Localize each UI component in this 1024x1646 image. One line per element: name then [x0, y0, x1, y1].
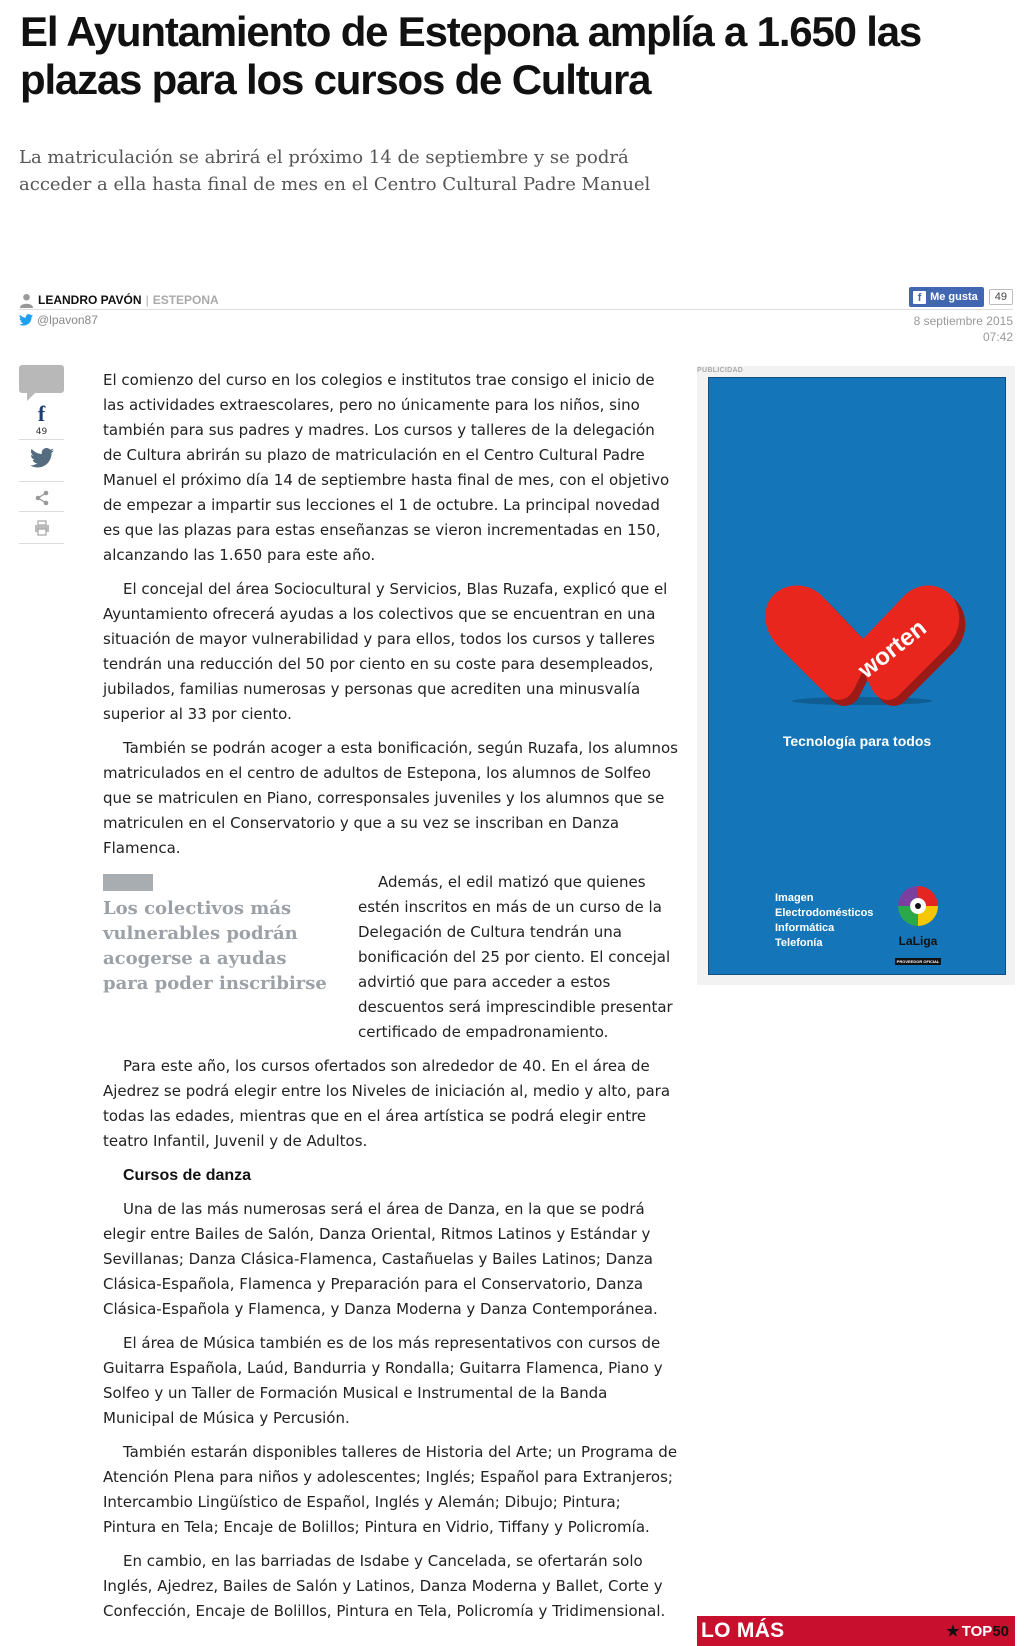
pullquote-text: Los colectivos más vulnerables podrán acogerse a ayudas para poder inscribirse — [103, 898, 327, 994]
lo-mas-title: LO MÁS — [701, 1619, 785, 1642]
laliga-ball-icon — [895, 883, 941, 929]
article-paragraph: El comienzo del curso en los colegios e institutos trae consigo el inicio de las actividades extraescolares, pero no únicamente para los niños, sino también para sus padres y madres. Los cursos y talleres de la delegación de Cultura abrirán su plazo de matriculación en el Centro Cultural Padre Manuel el próximo día 14 de septiembre hasta final de mes, con el objetivo de empezar a impartir sus lecciones el 1 de octubre. La principal novedad es que las plazas para estas enseñanzas se vieron incrementadas en 150, alcanzando las 1.650 para este año. — [103, 371, 670, 564]
ad-tagline: Tecnología para todos — [782, 733, 932, 749]
byline-divider — [19, 309, 1013, 310]
ad-categories — [775, 891, 873, 951]
ad-category: Electrodomésticos — [775, 907, 874, 919]
like-count: 49 — [989, 289, 1013, 305]
share-facebook-button[interactable] — [19, 401, 64, 440]
top-number: 50 — [992, 1622, 1009, 1640]
section-heading: Cursos de danza — [123, 1167, 252, 1184]
laliga-logo — [893, 883, 943, 967]
publish-time: 07:42 — [982, 330, 1013, 344]
article-paragraph-wrapped — [336, 870, 678, 1045]
share-bar — [19, 365, 64, 544]
article-paragraph: También se podrán acoger a esta bonificación, según Ruzafa, los alumnos matriculados en el centro de adultos de Estepona, los alumnos de Solfeo que se matriculen en Piano, corresponsales juveniles y los alumnos que se matriculen en el Conservatorio y que a su vez se inscriban en Danza Flamenca. — [103, 739, 678, 857]
quote-block — [103, 870, 678, 1045]
pullquote-bar — [103, 874, 153, 891]
headline: El Ayuntamiento de Estepona amplía a 1.650 las plazas para los cursos de Cultura — [20, 8, 922, 103]
article-paragraph: Además, el edil matizó que quienes estén inscritos en más de un curso de la Delegación de Cultura tendrán una bonificación del 25 por ciento. El concejal advirtió que para acceder a estos descuentos será imprescindible presentar certificado de empadronamiento. — [358, 873, 673, 1041]
worten-brand-text: worten — [853, 614, 932, 684]
facebook-share-count: 49 — [35, 427, 48, 437]
print-button[interactable] — [19, 512, 64, 544]
twitter-handle-text: @lpavon87 — [37, 313, 98, 327]
twitter-bird-icon — [19, 314, 33, 326]
author-icon — [19, 293, 34, 308]
top50-badge[interactable] — [946, 1622, 1009, 1640]
print-icon — [34, 520, 50, 536]
share-more-button[interactable] — [19, 482, 64, 512]
facebook-like-widget — [909, 287, 1013, 307]
section-name[interactable]: ESTEPONA — [152, 293, 219, 307]
ad-label: PUBLICIDAD — [697, 367, 744, 374]
author-twitter[interactable] — [19, 313, 98, 327]
share-twitter-button[interactable] — [19, 440, 64, 482]
article-body — [103, 368, 678, 1633]
publish-date — [914, 313, 1013, 345]
like-label: Me gusta — [930, 291, 978, 303]
share-icon — [34, 490, 50, 506]
article-paragraph: Para este año, los cursos ofertados son alrededor de 40. En el área de Ajedrez se podrá elegir entre los Niveles de iniciación al, medio y alto, para todas las edades, mientras que en el área artística se podrá elegir entre teatro Infantil, Juvenil y de Adultos. — [103, 1057, 671, 1150]
ad-category: Imagen — [775, 892, 814, 904]
laliga-badge: PROVEEDOR OFICIAL — [896, 959, 940, 964]
publish-day: 8 septiembre 2015 — [913, 314, 1013, 328]
article-paragraph: Una de las más numerosas será el área de Danza, en la que se podrá elegir entre Bailes de Salón, Danza Oriental, Ritmos Latinos y Estándar y Sevillanas; Danza Clásica-Flamenca, Castañuelas y Bailes Latinos; Danza Clásica-Española, Flamenca y Preparación para el Conservatorio, Danza Clásica-Española y Flamenca, y Danza Moderna y Danza Contemporánea. — [103, 1200, 658, 1318]
author-name[interactable]: LEANDRO PAVÓN — [38, 293, 142, 307]
star-icon: ★ — [946, 1623, 960, 1640]
subtitle: La matriculación se abrirá el próximo 14 de septiembre y se podrá acceder a ella hasta final de mes en el Centro Cultural Padre Manuel — [19, 147, 651, 195]
facebook-like-button[interactable] — [909, 287, 984, 307]
laliga-text: LaLiga — [898, 934, 938, 948]
worten-logo — [757, 573, 967, 713]
facebook-icon: f — [37, 401, 46, 426]
lo-mas-top50-bar[interactable] — [697, 1616, 1015, 1646]
twitter-bird-icon — [30, 448, 54, 468]
comment-bubble-icon[interactable] — [19, 365, 64, 393]
byline — [19, 291, 219, 309]
article-paragraph: El área de Música también es de los más representativos con cursos de Guitarra Española, Laúd, Bandurria y Rondalla; Guitarra Flamenca, Piano y Solfeo y un Taller de Formación Musical e Instrumental de la Banda Municipal de Música y Percusión. — [103, 1334, 663, 1427]
ad-category: Telefonía — [775, 937, 823, 949]
article-paragraph: En cambio, en las barriadas de Isdabe y Cancelada, se ofertarán solo Inglés, Ajedrez, Bailes de Salón y Latinos, Danza Moderna y Ballet, Corte y Confección, Encaje de Bolillos, Pintura en Tela, Policromía y Tridimensional. — [103, 1552, 666, 1620]
facebook-icon: f — [913, 291, 926, 304]
ad-category: Informática — [775, 922, 835, 934]
article-paragraph: El concejal del área Sociocultural y Servicios, Blas Ruzafa, explicó que el Ayuntamiento ofrecerá ayudas a los colectivos que se encuentran en una situación de mayor vulnerabilidad y para ellos, todos los cursos y talleres tendrán una reducción del 50 por ciento en su coste para desempleados, jubilados, familias numerosas y personas que acrediten una minusvalía superior al 33 por ciento. — [103, 580, 668, 723]
byline-separator: | — [145, 293, 149, 307]
article-paragraph: También estarán disponibles talleres de Historia del Arte; un Programa de Atención Plena para niños y adolescentes; Inglés; Español para Extranjeros; Intercambio Lingüístico de Español, Inglés y Alemán; Dibujo; Pintura; Pintura en Tela; Encaje de Bolillos; Pintura en Vidrio, Tiffany y Policromía. — [103, 1443, 678, 1536]
top-label: TOP — [961, 1622, 993, 1640]
advertisement-banner[interactable] — [708, 377, 1006, 975]
pullquote — [103, 870, 336, 1045]
